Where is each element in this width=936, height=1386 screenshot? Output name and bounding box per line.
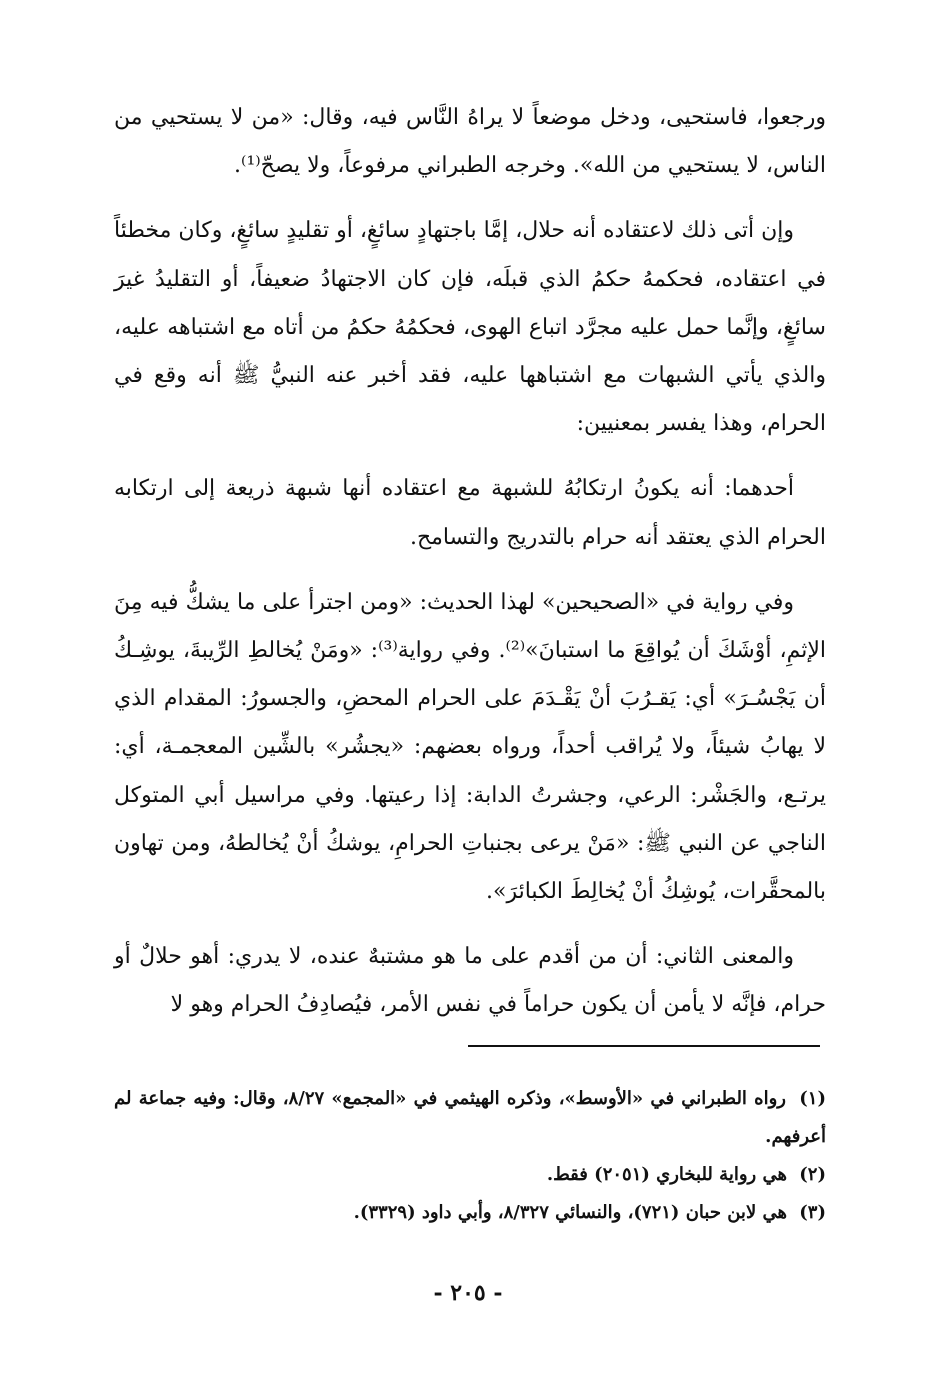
footnote-number: (٣)	[799, 1202, 826, 1223]
paragraph-2: وإن أتى ذلك لاعتقاده أنه حلال، إمَّا باجتهادٍ سائغٍ، أو تقليدٍ سائغٍ، وكان مخطئاً في اعتقاده، فحكمهُ حكمُ الذي قبلَه، فإن كان الاجتهادُ ضعيفاً، أو التقليدُ غيرَ سائغٍ، وإنَّما حمل عليه مجرَّد اتباع الهوى، فحكمُهُ حكمُ من أتاه مع اشتباهه عليه، والذي يأتي الشبهات مع اشتباهها عليه، فقد أخبر عنه النبيُّ ﷺ أنه وقع في الحرام، وهذا يفسر بمعنيين:	[114, 218, 826, 437]
paragraph-1: ورجعوا، فاستحيى، ودخل موضعاً لا يراهُ النَّاس فيه، وقال: «من لا يستحيي من الناس، لا يستحيي من الله». وخرجه الطبراني مرفوعاً، ولا يصحّ⁽¹⁾.	[114, 105, 826, 179]
footnote-number: (٢)	[799, 1164, 826, 1185]
main-text	[114, 94, 826, 1047]
footnote-text: هي لابن حبان (٧٢١)، والنسائي ٨/٣٢٧، وأبي داود (٣٣٢٩).	[353, 1202, 787, 1223]
footnote-text: رواه الطبراني في «الأوسط»، وذكره الهيثمي في «المجمع» ٨/٢٧، وقال: وفيه جماعة لم أعرفهم.	[114, 1088, 826, 1147]
footnote-separator	[468, 1045, 820, 1047]
page-number: - ٢٠٥ -	[433, 1280, 503, 1306]
footnote-2	[114, 1156, 826, 1194]
footnote-text: هي رواية للبخاري (٢٠٥١) فقط.	[546, 1164, 787, 1185]
footnote-3	[114, 1194, 826, 1232]
paragraph-5: والمعنى الثاني: أن من أقدم على ما هو مشتبهٌ عنده، لا يدري: أهو حلالٌ أو حرام، فإنَّه لا يأمن أن يكون حراماً في نفس الأمر، فيُصادِفُ الحرام وهو لا	[114, 944, 826, 1018]
footnote-number: (١)	[799, 1088, 826, 1109]
paragraph-3: أحدهما: أنه يكونُ ارتكابُهُ للشبهة مع اعتقاده أنها شبهة ذريعة إلى ارتكابه الحرام الذي يعتقد أنه حرام بالتدريج والتسامح.	[114, 476, 826, 550]
footnote-1	[114, 1080, 826, 1156]
paragraph-4: وفي رواية في «الصحيحين» لهذا الحديث: «ومن اجترأ على ما يشكُّ فيه مِنَ الإثمِ، أوْشَكَ أن يُواقِعَ ما استبانَ»⁽²⁾. وفي رواية⁽³⁾: «ومَنْ يُخالطِ الرِّيبةَ، يوشِـكُ أن يَجْسُـرَ» أي: يَقـرُبَ أنْ يَقْـدَمَ على الحرام المحضِ، والجسورُ: المقدام الذي لا يهابُ شيئاً، ولا يُراقب أحداً، ورواه بعضهم: «يجشُر» بالشِّين المعجمـة، أي: يرتـع، والجَشْر: الرعي، وجشرتُ الدابة: إذا رعيتها. وفي مراسيل أبي المتوكل الناجي عن النبي ﷺ: «مَنْ يرعى بجنباتِ الحرامِ، يوشكُ أنْ يُخالطهُ، ومن تهاون بالمحقَّرات، يُوشِكُ أنْ يُخالِطَ الكبائرَ».	[114, 589, 826, 905]
footnotes	[114, 1080, 826, 1232]
